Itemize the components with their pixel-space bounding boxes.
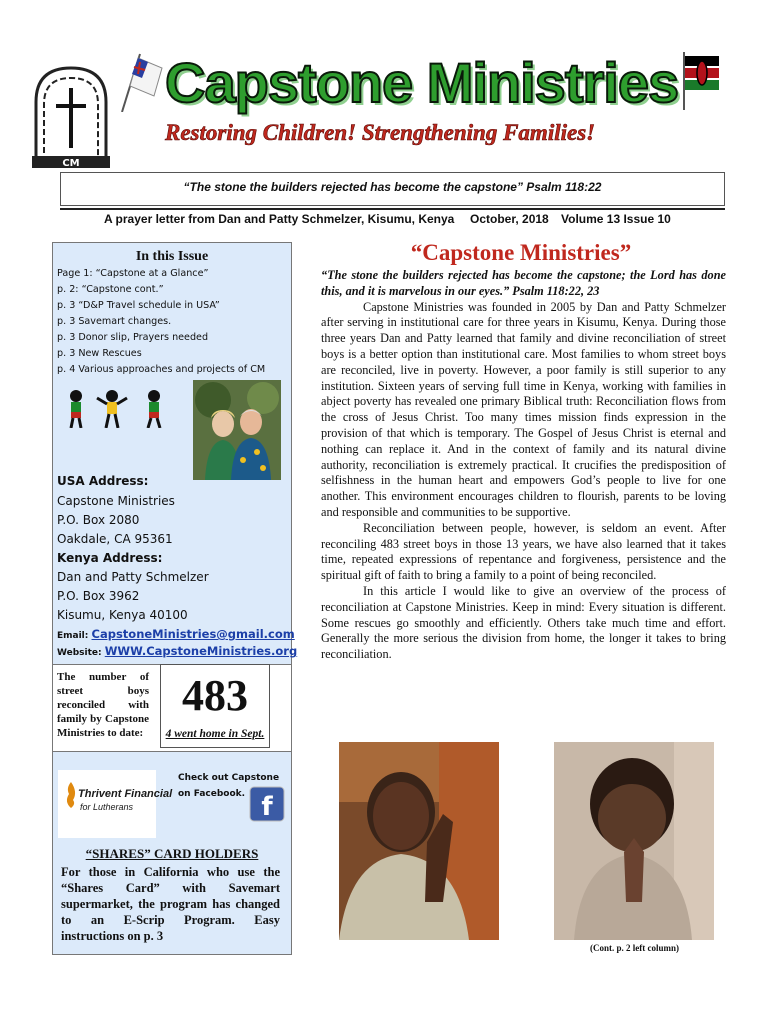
kenya-address-line: P.O. Box 3962	[57, 589, 140, 603]
header-divider	[60, 208, 725, 210]
shares-heading: “SHARES” CARD HOLDERS	[85, 846, 259, 861]
facebook-icon[interactable]	[249, 786, 285, 822]
article-title: “Capstone Ministries”	[410, 240, 632, 265]
children-dolls-icon	[62, 388, 172, 428]
issue-volume: Volume 13 Issue 10	[561, 212, 671, 226]
praying-boy-photo	[339, 742, 499, 940]
toc-item: p. 2: “Capstone cont.”	[57, 284, 164, 295]
continued-note: (Cont. p. 2 left column)	[590, 943, 679, 953]
toc-item: p. 3 Donor slip, Prayers needed	[57, 332, 209, 343]
website-label: Website:	[57, 648, 102, 658]
usa-address-line: P.O. Box 2080	[57, 513, 140, 527]
newsletter-title: Capstone Ministries	[165, 51, 679, 114]
website-line	[57, 644, 297, 658]
toc-heading: In this Issue	[135, 249, 209, 264]
reconciled-count-label: The number of street boys reconciled with family by Capstone Ministries to date:	[57, 671, 149, 739]
email-link[interactable]: CapstoneMinistries@gmail.com	[91, 627, 295, 641]
prayer-letter-line: A prayer letter from Dan and Patty Schmelzer, Kisumu, Kenya	[104, 212, 455, 226]
toc-item: p. 3 New Rescues	[57, 348, 142, 359]
toc-item: p. 4 Various approaches and projects of CM	[57, 364, 266, 375]
christian-flag-icon	[118, 52, 164, 112]
article-body	[321, 268, 726, 663]
newsletter-subtitle: Restoring Children! Strengthening Families!	[165, 120, 596, 145]
website-link[interactable]: WWW.CapstoneMinistries.org	[104, 644, 298, 658]
thrivent-flame-icon	[64, 782, 78, 808]
usa-address-line: Oakdale, CA 95361	[57, 532, 173, 546]
usa-address-line: Capstone Ministries	[57, 494, 175, 508]
article-paragraph: Reconciliation between people, however, is seldom an event. After reconciling 483 street boys in those 13 years, we have also learned that it takes time, repeated expressions of repentance and forgiveness, persistence and the spiritual gift of faith to bring a family to a point of being reconciled.	[321, 520, 726, 583]
kenya-address-heading: Kenya Address:	[57, 551, 163, 565]
email-line	[57, 627, 295, 641]
thrivent-logo	[58, 770, 173, 838]
thrivent-tagline: for Lutherans	[80, 802, 134, 812]
email-label: Email:	[57, 631, 89, 641]
scripture-quote: “The stone the builders rejected has become the capstone” Psalm 118:22	[183, 180, 602, 194]
article-paragraph: Capstone Ministries was founded in 2005 by Dan and Patty Schmelzer after serving in institutional care for three years in Kisumu, Kenya. During those three years Dan and Patty learned that family and divine reconciliation of street boys is a better option than institutional care. Most families to whom street boys are reconciled, live in poverty. However, a poor family is still superior to any institution. Sixteen years of serving full time in Kenya, working with families in abject poverty has revealed one primary Biblical truth: Reconciliation flows from the cross of Jesus Christ. Too many times mission finds expression in the provision of that which is temporary. The Gospel of Jesus Christ is eternal and nothing can replace it. And in the context of family and its natural divine authority, reconciliation is extremely practical. It crucifies the predisposition of selfishness in the human heart and empowers God’s people to live for one another. This environment encourages children to flourish, parents to be loving and responsible and communities to be supportive.	[321, 299, 726, 519]
usa-address-heading: USA Address:	[57, 474, 149, 488]
toc-item: p. 3 “D&P Travel schedule in USA”	[57, 300, 220, 311]
issue-date: October, 2018	[470, 212, 549, 226]
thrivent-name: Thrivent Financial	[78, 788, 173, 800]
article-paragraph: In this article I would like to give an overview of the process of reconciliation at Capstone Ministries. Keep in mind: Every situation is different. Some rescues go smoothly and efficiently. Others take much time and effort. Generally the more serious the division from home, the longer it takes to bring reconciliation.	[321, 583, 726, 662]
praying-child-photo	[554, 742, 714, 940]
toc-item: p. 3 Savemart changes.	[57, 316, 172, 327]
kenya-flag-icon	[680, 50, 720, 110]
facebook-text-line: Check out Capstone	[178, 773, 280, 783]
toc-item: Page 1: “Capstone at a Glance”	[57, 268, 209, 279]
couple-photo	[193, 380, 281, 480]
svg-text:CM: CM	[62, 158, 80, 169]
reconciled-count-note: 4 went home in Sept.	[165, 728, 265, 740]
shares-body: For those in California who use the “Shares Card” with Savemart supermarket, the program has changed to an E-Scrip Program. Easy instructions on p. 3	[61, 865, 280, 943]
kenya-address-line: Dan and Patty Schmelzer	[57, 570, 209, 584]
toc-list	[57, 266, 289, 378]
svg-text:f: f	[261, 792, 273, 822]
kenya-address-line: Kisumu, Kenya 40100	[57, 608, 188, 622]
capstone-logo-icon	[30, 62, 112, 170]
facebook-text-line: on Facebook.	[178, 789, 246, 799]
reconciled-count-number: 483	[182, 671, 248, 720]
article-lead-quote: “The stone the builders rejected has become the capstone; the Lord has done this, and it is marvelous in our eyes.” Psalm 118:22, 23	[321, 268, 726, 298]
